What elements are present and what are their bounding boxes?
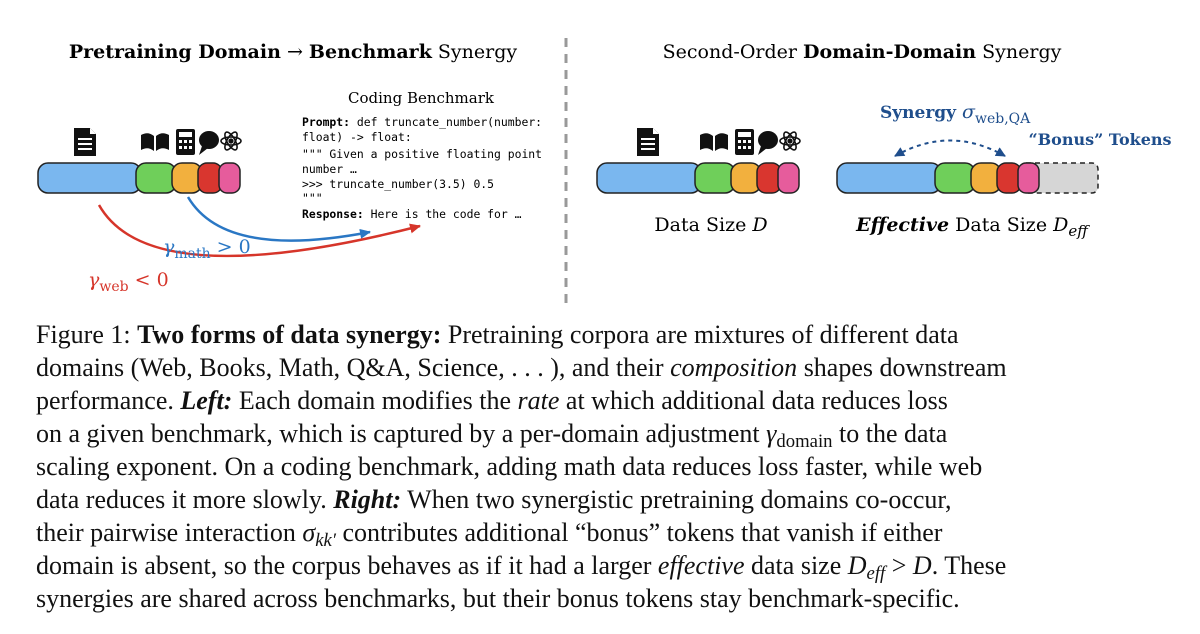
caption-line: domain is absent, so the corpus behaves as if it had a larger effective data size $D_{eff} > D$. These bbox=[36, 551, 1007, 585]
svg-text:Prompt: def truncate_number(nu: Prompt: def truncate_number(number: bbox=[302, 115, 543, 129]
svg-text:Response: Here is the code for: Response: Here is the code for … bbox=[302, 207, 522, 221]
document-icon bbox=[637, 128, 659, 156]
caption-line: synergies are shared across benchmarks, but their bonus tokens stay benchmark-specific. bbox=[36, 584, 960, 613]
synergy-label: Synergy $\sigma_{web,QA}$ bbox=[880, 101, 1031, 127]
gamma-web-label: $\gamma_{web} < 0$ bbox=[88, 269, 169, 295]
bonus-tokens-label: “Bonus” Tokens bbox=[1028, 130, 1172, 149]
science-segment bbox=[1018, 163, 1039, 193]
caption-line: Figure 1: Two forms of data synergy: Pretraining corpora are mixtures of different data bbox=[36, 320, 959, 349]
speech-bubble-icon bbox=[199, 131, 219, 155]
web-segment bbox=[597, 163, 701, 193]
caption-line: domains (Web, Books, Math, Q&A, Science, . . . ), and their composition shapes downstream bbox=[36, 353, 1007, 382]
science-segment bbox=[778, 163, 799, 193]
book-icon bbox=[141, 133, 169, 151]
benchmark-title: Coding Benchmark bbox=[348, 89, 494, 107]
books-segment bbox=[935, 163, 975, 193]
svg-text:number …: number … bbox=[302, 162, 357, 176]
caption-line: on a given benchmark, which is captured by a per-domain adjustment $\gamma_{domain}$ to the data bbox=[36, 419, 948, 453]
data-size-bar bbox=[597, 163, 799, 193]
svg-text:""": """ bbox=[302, 191, 323, 205]
left-panel-title: Pretraining Domain → Benchmark Synergy bbox=[68, 41, 518, 63]
figure-caption bbox=[36, 318, 1176, 615]
effective-data-bar bbox=[837, 163, 1098, 193]
books-segment bbox=[136, 163, 176, 193]
caption-line: scaling exponent. On a coding benchmark, adding math data reduces loss faster, while web bbox=[36, 452, 983, 481]
caption-line: data reduces it more slowly. Right: When two synergistic pretraining domains co-occur, bbox=[36, 485, 952, 514]
coding-prompt bbox=[302, 115, 542, 221]
atom-icon bbox=[780, 130, 800, 151]
caption-line: their pairwise interaction $\sigma_{kk'}$ contributes additional “bonus” tokens that vanish if either bbox=[36, 518, 943, 552]
svg-text:float) -> float:: float) -> float: bbox=[302, 130, 412, 144]
left-domain-bar bbox=[38, 163, 240, 193]
book-icon bbox=[700, 133, 728, 151]
web-segment bbox=[837, 163, 941, 193]
science-segment bbox=[219, 163, 240, 193]
caption-line: performance. Left: Each domain modifies the rate at which additional data reduces loss bbox=[36, 386, 948, 415]
calculator-icon bbox=[735, 129, 754, 155]
speech-bubble-icon bbox=[758, 131, 778, 155]
svg-text:>>> truncate_number(3.5) 0.5: >>> truncate_number(3.5) 0.5 bbox=[302, 177, 495, 191]
atom-icon bbox=[221, 130, 241, 151]
document-icon bbox=[74, 128, 96, 156]
right-panel-title: Second-Order Domain-Domain Synergy bbox=[662, 41, 1062, 63]
effective-data-size-label: Effective Data Size $D_{eff}$ bbox=[856, 214, 1088, 240]
web-segment bbox=[38, 163, 141, 193]
svg-text:""" Given a positive floating: """ Given a positive floating point bbox=[302, 147, 543, 161]
gamma-math-label: $\gamma_{math} > 0$ bbox=[163, 236, 251, 262]
synergy-arrow bbox=[895, 141, 1005, 157]
calculator-icon bbox=[176, 129, 195, 155]
data-size-label: Data Size D bbox=[654, 214, 768, 236]
books-segment bbox=[695, 163, 735, 193]
